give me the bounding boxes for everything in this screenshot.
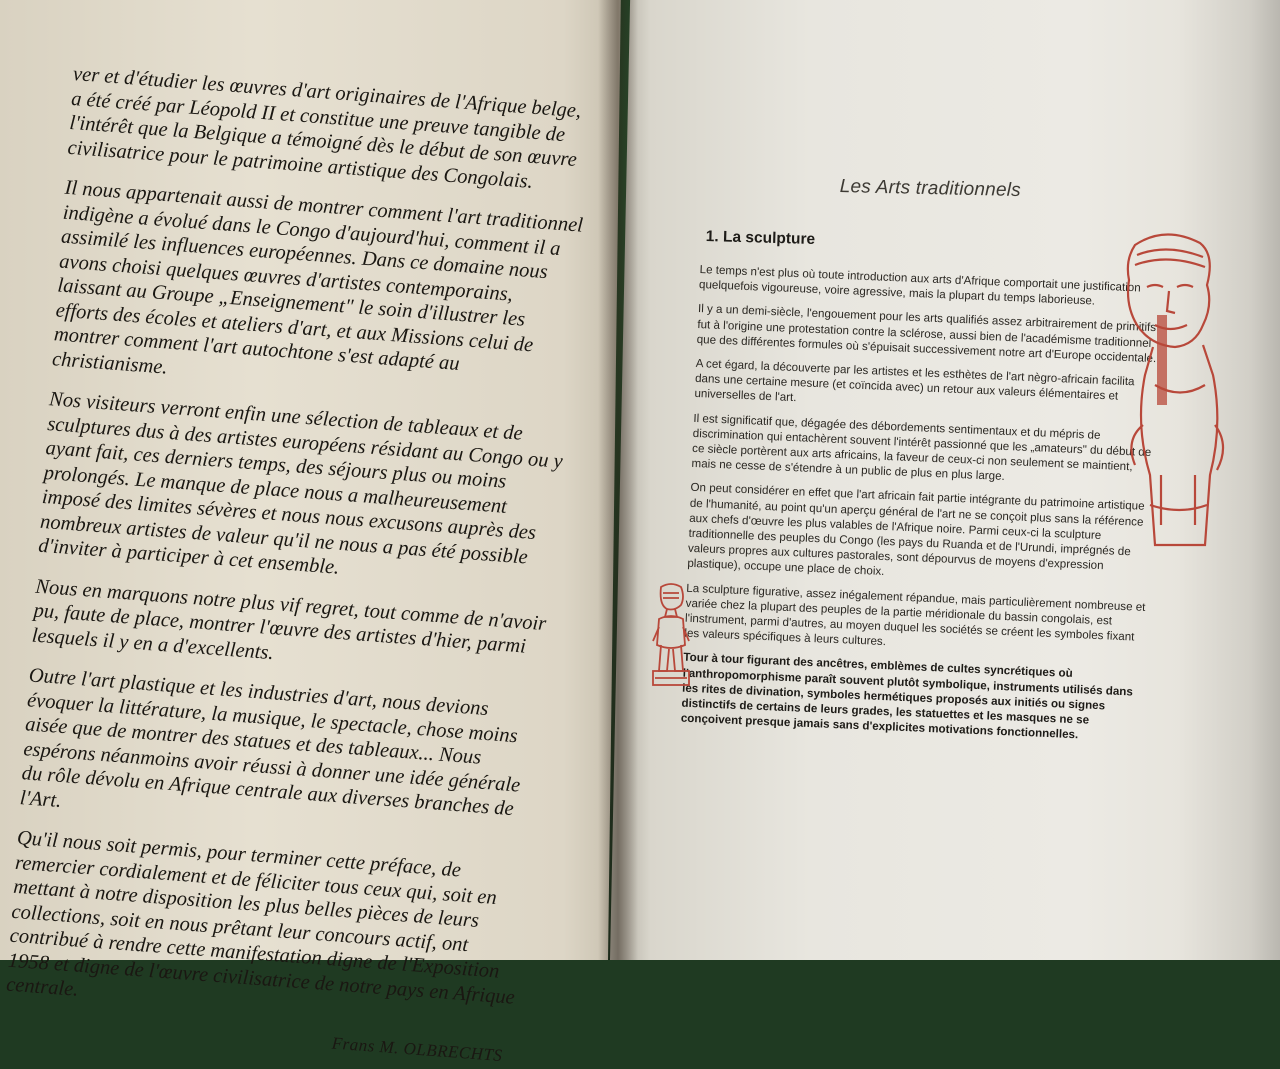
carved-head-figure-icon xyxy=(1095,225,1230,555)
right-page-text xyxy=(680,262,1164,755)
left-paragraph: Il nous appartenait aussi de montrer comment l'art traditionnel indigène a évolué dans le Congo d'aujourd'hui, comment il a assimilé les influences européennes. Dans ce domaine nous avons choisi quelques œuvres d'artistes contemporains, laissant au Groupe „Enseignement" le soin d'illustrer les efforts des écoles et ateliers d'art, et aux Missions celui de montrer comment l'art autochtone s'est adapté au christianisme. xyxy=(51,176,584,379)
book-gutter xyxy=(598,0,638,960)
right-paragraph: On peut considérer en effet que l'art africain fait partie intégrante du patrimoine artistique de l'humanité, au point qu'un aperçu général de l'art ne se conçoit plus sans la référence aux chefs d'œuvre les plus valables de l'Afrique noire. Parmi ceux-ci la sculpture traditionnelle des peuples du Congo (les pays du Ruanda et de l'Urundi, imprégnés de valeurs propres aux cultures pastorales, sont dépourvus de moyens d'expression plastique), occupe une place de choix. xyxy=(687,481,1145,579)
right-paragraph: Il est significatif que, dégagée des débordements sentimentaux et du mépris de discrimination qui entachèrent souvent l'intérêt passionné que les „amateurs" du début de ce siècle portèrent aux arts africains, la faveur de ceux-ci non seulement se maintient, mais ne cesse de s'étendre à un public de plus en plus large. xyxy=(691,411,1152,484)
left-paragraph: Qu'il nous soit permis, pour terminer cette préface, de remercier cordialement et de féliciter tous ceux qui, soit en mettant à notre disposition les plus belles pièces de leurs collections, soit en nous prêtant leur concours actif, ont contribué à rendre cette manifestation digne de l'Exposition 1958 et digne de l'œuvre civilisatrice de notre pays en Afrique centrale. xyxy=(5,826,516,1009)
author-signature: Frans M. OLBRECHTS xyxy=(331,1033,504,1065)
right-paragraph: Il y a un demi-siècle, l'engouement pour les arts qualifiés assez arbitrairement de primitifs fut à l'origine une protestation contre la sclérose, aussi bien de l'académisme traditionnel que des différentes formules où s'épuisait successivement notre art d'Europe occidentale. xyxy=(696,302,1157,365)
chapter-heading: Les Arts traditionnels xyxy=(839,176,1022,202)
right-paragraph: Tour à tour figurant des ancêtres, emblèmes de cultes syncrétiques où l'anthropomorphisme paraît souvent plutôt symbolique, instruments utilisés dans les rites de divination, symboles hermétiques proposés aux initiés ou signes distinctifs de certains de leurs grades, les statuettes et les masques ne se conçoivent presque jamais sans d'explicites motivations fonctionnelles. xyxy=(680,651,1134,742)
section-title: 1. La sculpture xyxy=(705,228,816,249)
left-page-text xyxy=(3,62,593,1069)
left-paragraph: ver et d'étudier les œuvres d'art originaires de l'Afrique belge, a été créé par Léopold II et constitue une preuve tangible de l'intérêt que la Belgique a témoigné dès le début de son œuvre civilisatrice pour le patrimoine artistique des Congolais. xyxy=(66,62,582,193)
standing-statuette-figure-icon xyxy=(645,583,697,695)
right-paragraph: Le temps n'est plus où toute introduction aux arts d'Afrique comportait une justification quelquefois vigoureuse, voire agressive, mais la plupart du temps laborieuse. xyxy=(698,262,1141,308)
left-paragraph: Outre l'art plastique et les industries d'art, nous devions évoquer la littérature, la musique, le spectacle, chose moins aisée que de montrer des statues et des tableaux... Nous espérons néanmoins avoir réussi à donner une idée générale du rôle dévolu en Afrique centrale aux diverses branches de l'Art. xyxy=(19,664,522,821)
right-paragraph: A cet égard, la découverte par les artistes et les esthètes de l'art nègro-africain facilita dans une certaine mesure (et coïncida avec) un retour aux valeurs élémentaires et universelles de l'art. xyxy=(694,356,1135,405)
left-paragraph: Nos visiteurs verront enfin une sélection de tableaux et de sculptures dus à des artistes européens résidant au Congo ou y ayant fait, ces derniers temps, des séjours plus ou moins prolongés. Le manque de place nous a malheureusement imposé des limites sévères et nous nous excusons auprès des nombreux artistes de valeur qu'il ne nous a pas été possible d'inviter à participer à cet ensemble. xyxy=(37,388,564,579)
left-paragraph: Nous en marquons notre plus vif regret, tout comme de n'avoir pu, faute de place, montrer l'œuvre des artistes d'hier, parmi lesquels il y en a d'excellents. xyxy=(31,575,548,664)
right-paragraph: La sculpture figurative, assez inégalement répandue, mais particulièrement nombreuse et variée chez la plupart des peuples de la partie méridionale du bassin congolais, est l'instrument, parmi d'autres, au moyen duquel les sociétés se créent les symboles fixant les valeurs spécifiques à leurs cultures. xyxy=(684,581,1146,649)
